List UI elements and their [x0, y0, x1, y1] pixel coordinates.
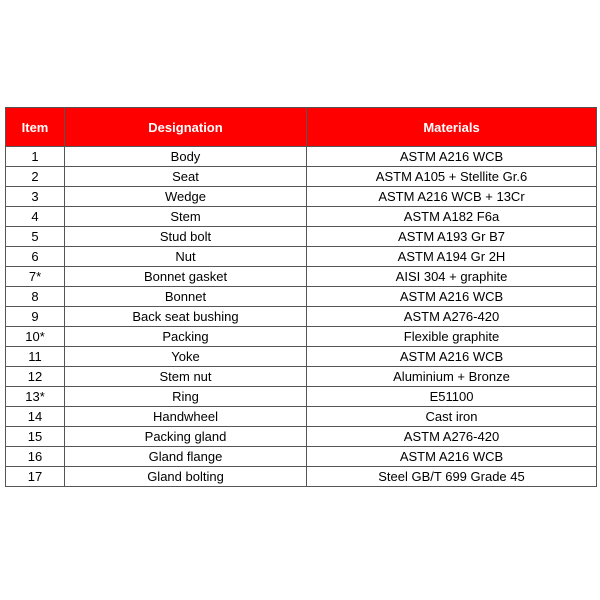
designation-cell: Gland bolting: [65, 467, 307, 487]
table-row: [6, 387, 597, 407]
item-number-cell: 5: [6, 227, 65, 247]
designation-cell: Back seat bushing: [65, 307, 307, 327]
table-body: [6, 147, 597, 487]
item-number-cell: 15: [6, 427, 65, 447]
header-item: Item: [6, 108, 65, 147]
table-row: [6, 407, 597, 427]
table-row: [6, 227, 597, 247]
table-row: [6, 287, 597, 307]
item-number-cell: 10*: [6, 327, 65, 347]
material-cell: ASTM A216 WCB: [307, 347, 597, 367]
header-materials: Materials: [307, 108, 597, 147]
table-row: [6, 187, 597, 207]
item-number-cell: 9: [6, 307, 65, 327]
item-number-cell: 2: [6, 167, 65, 187]
material-cell: Aluminium + Bronze: [307, 367, 597, 387]
designation-cell: Bonnet: [65, 287, 307, 307]
table-row: [6, 467, 597, 487]
material-cell: ASTM A182 F6a: [307, 207, 597, 227]
material-cell: ASTM A193 Gr B7: [307, 227, 597, 247]
table-row: [6, 247, 597, 267]
designation-cell: Seat: [65, 167, 307, 187]
designation-cell: Wedge: [65, 187, 307, 207]
item-number-cell: 13*: [6, 387, 65, 407]
materials-table: [5, 107, 597, 487]
designation-cell: Ring: [65, 387, 307, 407]
table-row: [6, 207, 597, 227]
table-row: [6, 347, 597, 367]
table-row: [6, 447, 597, 467]
item-number-cell: 12: [6, 367, 65, 387]
designation-cell: Stem: [65, 207, 307, 227]
material-cell: ASTM A276-420: [307, 307, 597, 327]
material-cell: Flexible graphite: [307, 327, 597, 347]
item-number-cell: 16: [6, 447, 65, 467]
item-number-cell: 8: [6, 287, 65, 307]
material-cell: Steel GB/T 699 Grade 45: [307, 467, 597, 487]
designation-cell: Handwheel: [65, 407, 307, 427]
material-cell: AISI 304 + graphite: [307, 267, 597, 287]
material-cell: ASTM A216 WCB: [307, 447, 597, 467]
designation-cell: Stud bolt: [65, 227, 307, 247]
designation-cell: Stem nut: [65, 367, 307, 387]
table-header-row: [6, 108, 597, 147]
item-number-cell: 1: [6, 147, 65, 167]
table-row: [6, 427, 597, 447]
material-cell: ASTM A216 WCB: [307, 287, 597, 307]
table-row: [6, 327, 597, 347]
material-cell: Cast iron: [307, 407, 597, 427]
item-number-cell: 3: [6, 187, 65, 207]
material-cell: ASTM A276-420: [307, 427, 597, 447]
designation-cell: Bonnet gasket: [65, 267, 307, 287]
designation-cell: Yoke: [65, 347, 307, 367]
material-cell: ASTM A194 Gr 2H: [307, 247, 597, 267]
item-number-cell: 7*: [6, 267, 65, 287]
material-cell: ASTM A216 WCB + 13Cr: [307, 187, 597, 207]
item-number-cell: 17: [6, 467, 65, 487]
item-number-cell: 11: [6, 347, 65, 367]
material-cell: ASTM A216 WCB: [307, 147, 597, 167]
item-number-cell: 6: [6, 247, 65, 267]
table-row: [6, 167, 597, 187]
table-row: [6, 267, 597, 287]
header-designation: Designation: [65, 108, 307, 147]
material-cell: ASTM A105 + Stellite Gr.6: [307, 167, 597, 187]
designation-cell: Packing gland: [65, 427, 307, 447]
designation-cell: Packing: [65, 327, 307, 347]
table-row: [6, 307, 597, 327]
designation-cell: Nut: [65, 247, 307, 267]
table-row: [6, 367, 597, 387]
material-cell: E51100: [307, 387, 597, 407]
item-number-cell: 14: [6, 407, 65, 427]
designation-cell: Gland flange: [65, 447, 307, 467]
item-number-cell: 4: [6, 207, 65, 227]
designation-cell: Body: [65, 147, 307, 167]
table-row: [6, 147, 597, 167]
